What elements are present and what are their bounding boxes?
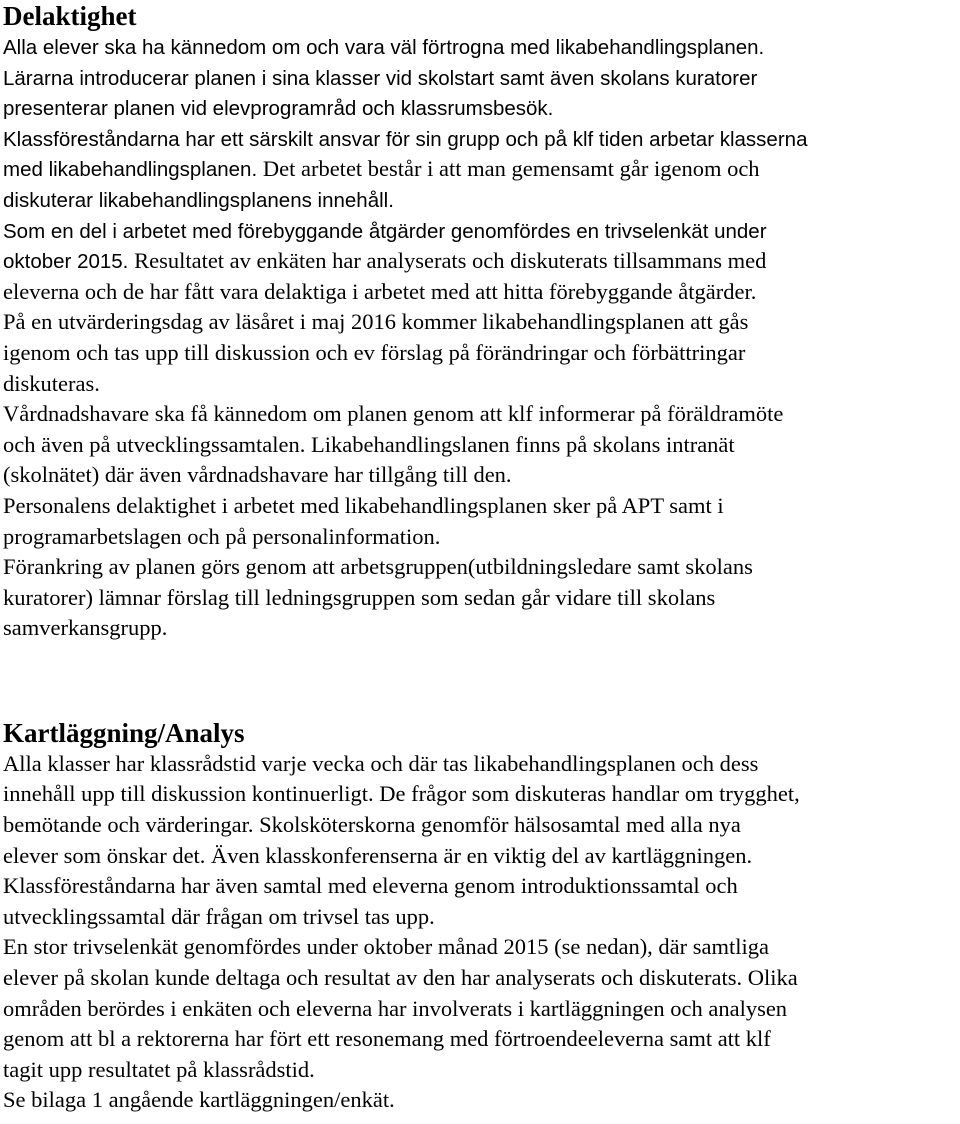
text-segment: och även på utvecklingssamtalen. Likabehandlingslanen finns på skolans intranät bbox=[3, 431, 735, 457]
section-heading: Kartläggning/Analys bbox=[3, 717, 245, 748]
text-line bbox=[3, 399, 958, 430]
document-page bbox=[3, 0, 958, 1116]
text-segment: diskuterar likabehandlingsplanens innehåll. bbox=[3, 188, 394, 212]
text-segment: Lärarna introducerar planen i sina klasser vid skolstart samt även skolans kuratorer bbox=[3, 66, 758, 90]
text-line bbox=[3, 994, 958, 1025]
text-segment: innehåll upp till diskussion kontinuerligt. De frågor som diskuteras handlar om trygghet, bbox=[3, 781, 800, 807]
text-line bbox=[3, 749, 958, 780]
text-segment: Som en del i arbetet med förebyggande åtgärder genomfördes en trivselenkät under bbox=[3, 219, 767, 243]
text-line bbox=[3, 779, 958, 810]
text-line bbox=[3, 522, 958, 553]
text-line bbox=[3, 246, 958, 277]
text-line bbox=[3, 460, 958, 491]
text-segment: elever på skolan kunde deltaga och resultat av den har analyserats och diskuterats. Olika bbox=[3, 965, 798, 991]
text-segment: programarbetslagen och på personalinformation. bbox=[3, 523, 441, 549]
text-segment: Det arbetet består i att man gemensamt går igenom och bbox=[262, 156, 760, 182]
section-heading: Delaktighet bbox=[3, 1, 137, 31]
text-line bbox=[3, 338, 958, 369]
text-segment: genom att bl a rektorerna har fört ett resonemang med förtroendeeleverna samt att klf bbox=[3, 1026, 771, 1052]
text-segment: diskuteras. bbox=[3, 370, 100, 396]
text-segment: Klassföreståndarna har även samtal med eleverna genom introduktionssamtal och bbox=[3, 873, 738, 899]
text-segment: Resultatet av enkäten har analyserats och diskuterats tillsammans med bbox=[134, 248, 767, 274]
text-segment: Alla elever ska ha kännedom om och vara väl förtrogna med likabehandlingsplanen. bbox=[3, 36, 765, 59]
text-segment: oktober 2015. bbox=[3, 250, 135, 274]
text-line bbox=[3, 613, 958, 644]
text-segment: utvecklingssamtal där frågan om trivsel tas upp. bbox=[3, 903, 435, 929]
section-kartlaggning-analys bbox=[3, 717, 958, 1116]
text-segment: med likabehandlingsplanen. bbox=[3, 158, 263, 182]
text-line bbox=[3, 430, 958, 461]
text-line bbox=[3, 491, 958, 522]
text-segment: igenom och tas upp till diskussion och ev förslag på förändringar och förbättringar bbox=[3, 339, 746, 365]
text-segment: eleverna och de har fått vara delaktiga i arbetet med att hitta förebyggande åtgärder. bbox=[3, 278, 757, 304]
text-line bbox=[3, 552, 958, 583]
text-line bbox=[3, 369, 958, 400]
text-line bbox=[3, 902, 958, 933]
text-segment: kuratorer) lämnar förslag till ledningsgruppen som sedan går vidare till skolans bbox=[3, 584, 716, 610]
text-segment: På en utvärderingsdag av läsåret i maj 2016 kommer likabehandlingsplanen att gås bbox=[3, 309, 749, 335]
text-segment: Klassföreståndarna har ett särskilt ansvar för sin grupp och på klf tiden arbetar klasserna bbox=[3, 127, 808, 151]
text-line bbox=[3, 1055, 958, 1086]
text-line bbox=[3, 124, 958, 155]
text-line bbox=[3, 63, 958, 94]
text-line bbox=[3, 871, 958, 902]
text-line bbox=[3, 185, 958, 216]
text-line bbox=[3, 307, 958, 338]
text-segment: samverkansgrupp. bbox=[3, 615, 168, 641]
text-segment: tagit upp resultatet på klassrådstid. bbox=[3, 1056, 315, 1082]
section-body bbox=[3, 749, 958, 1116]
text-segment: Förankring av planen görs genom att arbetsgruppen(utbildningsledare samt skolans bbox=[3, 554, 753, 580]
text-segment: (skolnätet) där även vårdnadshavare har tillgång till den. bbox=[3, 462, 512, 488]
text-segment: Vårdnadshavare ska få kännedom om planen genom att klf informerar på föräldramöte bbox=[3, 401, 784, 427]
text-line bbox=[3, 810, 958, 841]
text-segment: områden berördes i enkäten och eleverna har involverats i kartläggningen och analysen bbox=[3, 995, 788, 1021]
text-segment: presenterar planen vid elevprogramråd och klassrumsbesök. bbox=[3, 97, 554, 121]
text-segment: Personalens delaktighet i arbetet med likabehandlingsplanen sker på APT samt i bbox=[3, 492, 724, 518]
text-segment: En stor trivselenkät genomfördes under oktober månad 2015 (se nedan), där samtliga bbox=[3, 934, 770, 960]
text-line bbox=[3, 1085, 958, 1116]
text-line bbox=[3, 277, 958, 308]
text-line bbox=[3, 841, 958, 872]
text-segment: Alla klasser har klassrådstid varje vecka och där tas likabehandlingsplanen och dess bbox=[3, 750, 759, 776]
text-line bbox=[3, 963, 958, 994]
section-body bbox=[3, 32, 958, 644]
text-line bbox=[3, 1024, 958, 1055]
section-delaktighet bbox=[3, 0, 958, 644]
text-segment: bemötande och värderingar. Skolsköterskorna genomför hälsosamtal med alla nya bbox=[3, 812, 741, 838]
text-segment: elever som önskar det. Även klasskonferenserna är en viktig del av kartläggningen. bbox=[3, 842, 753, 868]
text-line bbox=[3, 154, 958, 185]
text-line bbox=[3, 32, 958, 63]
text-segment: Se bilaga 1 angående kartläggningen/enkät. bbox=[3, 1087, 395, 1113]
text-line bbox=[3, 93, 958, 124]
text-line bbox=[3, 583, 958, 614]
text-line bbox=[3, 932, 958, 963]
text-line bbox=[3, 216, 958, 247]
